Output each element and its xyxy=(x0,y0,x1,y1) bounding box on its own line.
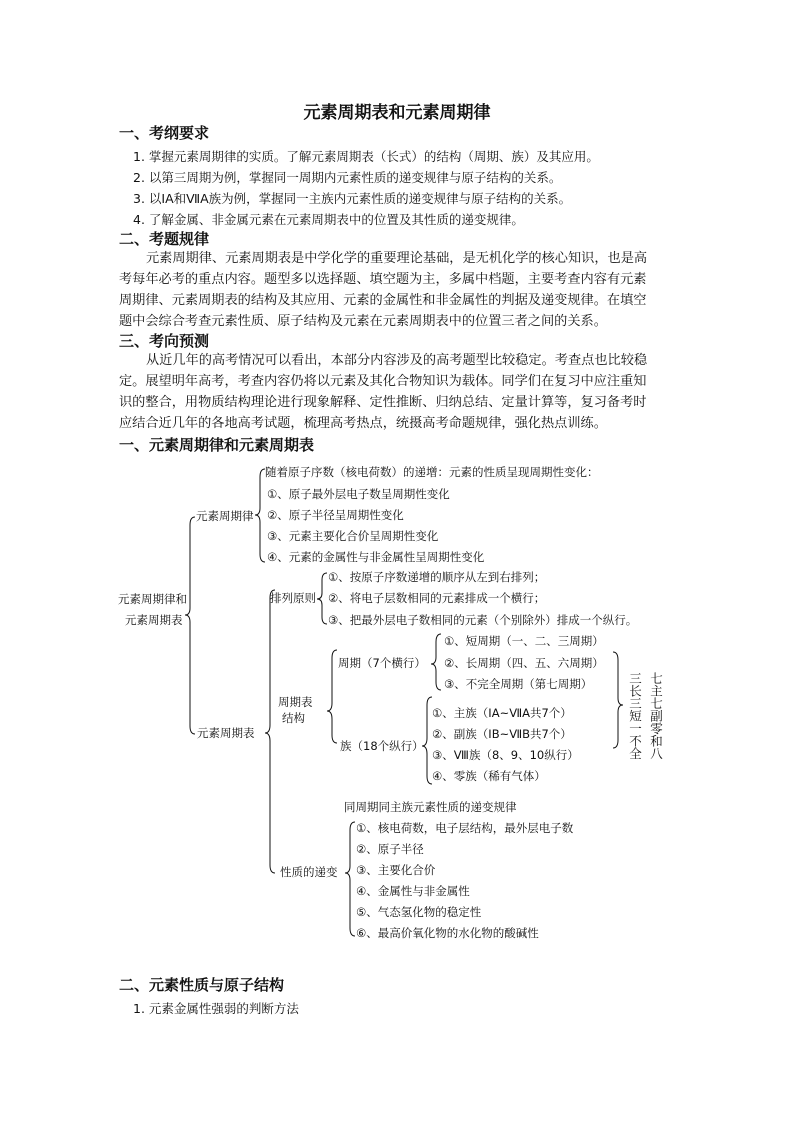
law-label: 元素周期律 xyxy=(196,509,254,523)
law-brace xyxy=(255,469,265,562)
trend-brace xyxy=(345,822,355,936)
group-label: 族（18个纵行） xyxy=(340,739,424,753)
paragraph-line: 识的整合，用物质结构理论进行现象解释、定性推断、归纳总结、定量计算等，复习备考时 xyxy=(119,395,647,410)
group-item: ③、Ⅷ族（8、9、10纵行） xyxy=(432,748,579,762)
trend-label: 性质的递变 xyxy=(280,865,338,879)
page-title: 元素周期表和元素周期律 xyxy=(303,103,491,123)
trend-heading: 同周期同主族元素性质的递变规律 xyxy=(344,800,517,814)
arrange-item: ③、把最外层电子数相同的元素（个别除外）排成一个纵行。 xyxy=(328,613,638,627)
section-heading-syllabus: 一、考纲要求 xyxy=(119,124,210,142)
summary-vertical-text: 三长三短一不全 xyxy=(627,672,643,760)
law-item: ①、原子最外层电子数呈周期性变化 xyxy=(267,487,450,501)
paragraph-line: 周期律、元素周期表的结构及其应用、元素的金属性和非金属性的判据及递变规律。在填空 xyxy=(119,293,647,308)
section-heading-forecast: 三、考向预测 xyxy=(119,332,210,350)
period-label: 周期（7个横行） xyxy=(338,656,426,670)
group-item: ①、主族（ⅠA~ⅦA共7个） xyxy=(432,706,572,720)
arrange-brace xyxy=(317,573,327,624)
summary-brace xyxy=(613,652,623,748)
trend-item: ⑥、最高价氧化物的水化物的酸碱性 xyxy=(356,926,539,940)
section-heading-periodic: 一、元素周期律和元素周期表 xyxy=(119,436,315,454)
syllabus-item: 1. 掌握元素周期律的实质。了解元素周期表（长式）的结构（周期、族）及其应用。 xyxy=(133,149,599,164)
arrange-item: ②、将电子层数相同的元素排成一个横行； xyxy=(328,591,546,605)
paragraph-line: 元素周期律、元素周期表是中学化学的重要理论基础，是无机化学的核心知识，也是高 xyxy=(146,251,648,266)
structure-brace xyxy=(327,650,337,743)
period-item: ③、不完全周期（第七周期） xyxy=(444,677,593,691)
arrange-label: 排列原则 xyxy=(270,591,316,605)
root-label: 元素周期律和 xyxy=(118,592,187,606)
trend-item: ①、核电荷数，电子层结构，最外层电子数 xyxy=(356,821,574,835)
subsection-item: 1. 元素金属性强弱的判断方法 xyxy=(133,1001,299,1016)
period-brace xyxy=(431,634,441,690)
arrange-item: ①、按原子序数递增的顺序从左到右排列； xyxy=(328,570,546,584)
law-item: ④、元素的金属性与非金属性呈周期性变化 xyxy=(267,550,485,564)
period-item: ②、长周期（四、五、六周期） xyxy=(444,656,604,670)
law-item: ②、原子半径呈周期性变化 xyxy=(267,508,404,522)
group-item: ②、副族（ⅠB~ⅦB共7个） xyxy=(432,727,572,741)
group-item: ④、零族（稀有气体） xyxy=(432,769,546,783)
structure-label: 结构 xyxy=(282,711,305,725)
syllabus-item: 4. 了解金属、非金属元素在元素周期表中的位置及其性质的递变规律。 xyxy=(133,212,524,227)
summary-vertical-text: 七主七副零和八 xyxy=(648,672,664,760)
law-item: ③、元素主要化合价呈周期性变化 xyxy=(267,529,439,543)
paragraph-line: 考每年必考的重点内容。题型多以选择题、填空题为主，多属中档题，主要考查内容有元素 xyxy=(119,272,647,287)
root-label: 元素周期表 xyxy=(125,613,183,627)
trend-item: ③、主要化合价 xyxy=(356,863,436,877)
trend-item: ⑤、气态氢化物的稳定性 xyxy=(356,905,482,919)
paragraph-line: 应结合近几年的各地高考试题，梳理高考热点，统摄高考命题规律，强化热点训练。 xyxy=(119,416,607,431)
syllabus-item: 2. 以第三周期为例，掌握同一周期内元素性质的递变规律与原子结构的关系。 xyxy=(133,170,562,185)
table-brace xyxy=(265,590,275,873)
section-heading-atomic-structure: 二、元素性质与原子结构 xyxy=(119,976,285,994)
syllabus-item: 3. 以ⅠA和ⅦA族为例，掌握同一主族内元素性质的递变规律与原子结构的关系。 xyxy=(133,191,572,206)
paragraph-line: 从近几年的高考情况可以看出，本部分内容涉及的高考题型比较稳定。考查点也比较稳 xyxy=(146,353,648,368)
structure-label: 周期表 xyxy=(278,695,313,709)
trend-item: ④、金属性与非金属性 xyxy=(356,884,470,898)
table-label: 元素周期表 xyxy=(197,726,255,740)
section-heading-pattern: 二、考题规律 xyxy=(119,230,210,248)
root-brace xyxy=(185,517,195,734)
law-item: 随着原子序数（核电荷数）的递增：元素的性质呈现周期性变化： xyxy=(265,465,599,479)
trend-item: ②、原子半径 xyxy=(356,842,424,856)
period-item: ①、短周期（一、二、三周期） xyxy=(444,634,604,648)
paragraph-line: 定。展望明年高考，考查内容仍将以元素及其化合物知识为载体。同学们在复习中应注重知 xyxy=(119,374,647,389)
paragraph-line: 题中会综合考查元素性质、原子结构及元素在元素周期表中的位置三者之间的关系。 xyxy=(119,314,607,329)
